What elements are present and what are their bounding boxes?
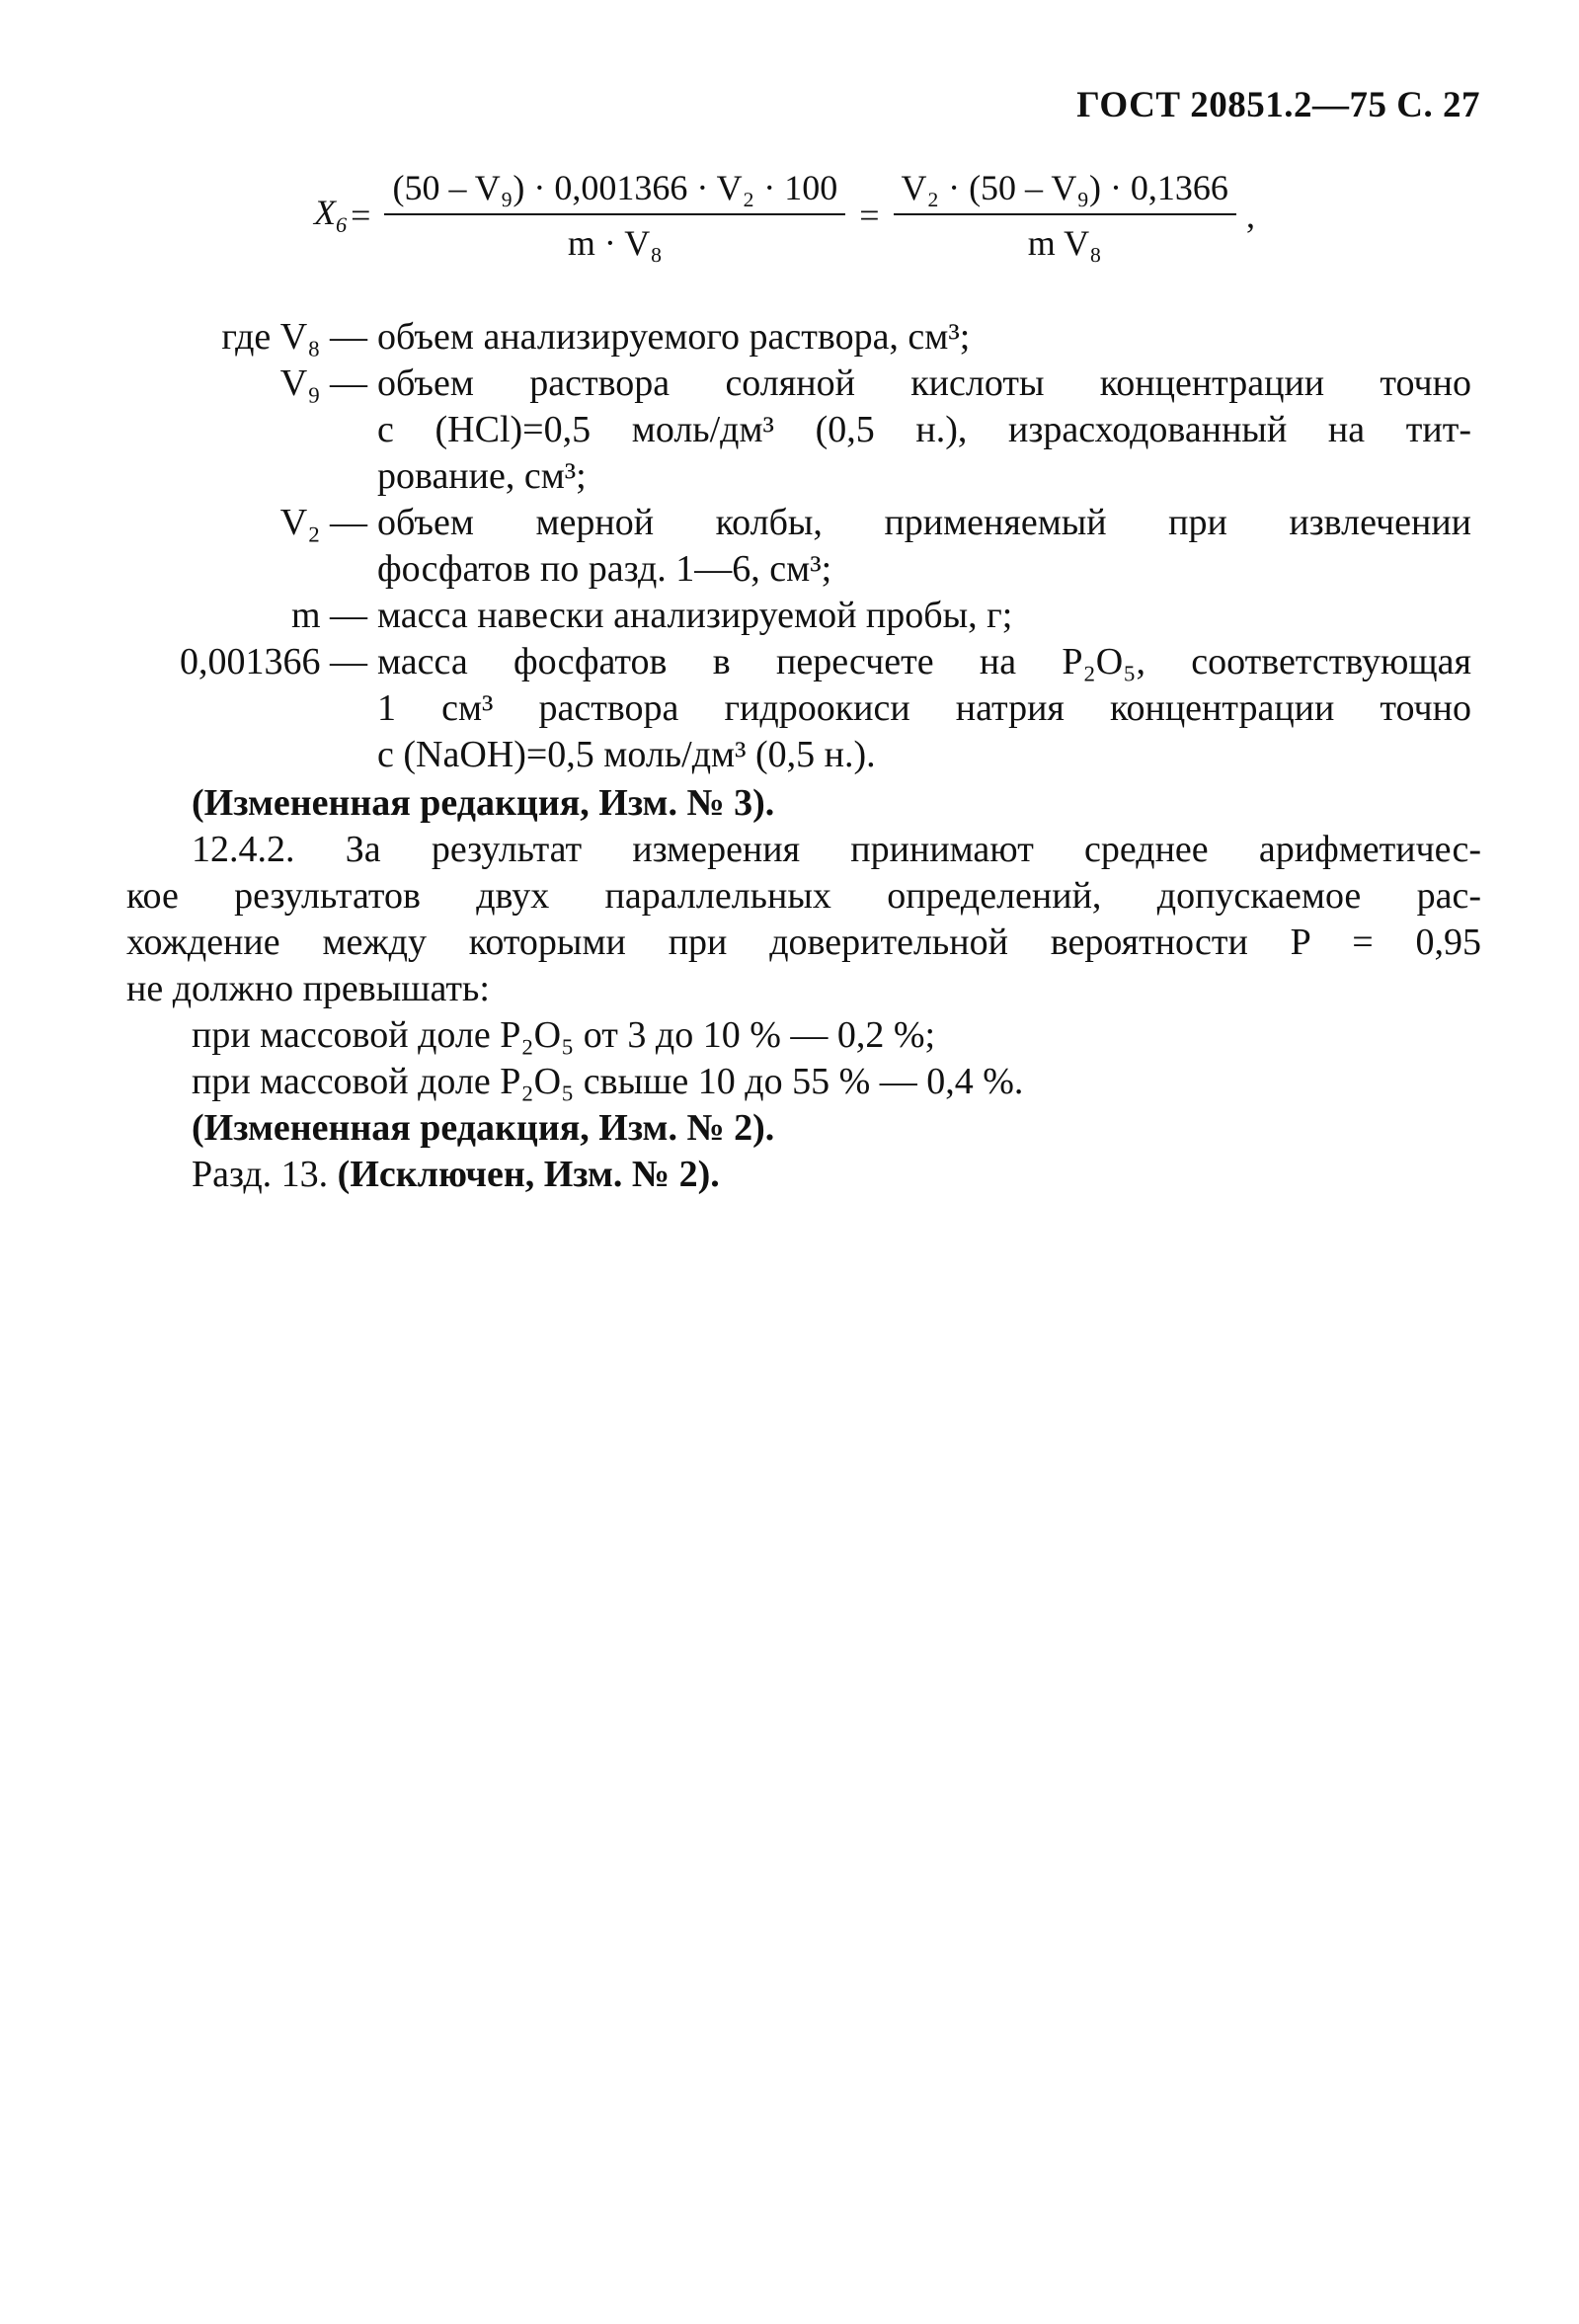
definition-text: объем анализируемого раствора, см³; <box>377 316 971 358</box>
definition-v2 <box>126 500 1471 593</box>
fraction-1 <box>384 170 845 261</box>
definition-m <box>126 593 1471 639</box>
definition-text: масса навески анализируемой пробы, г; <box>377 595 1013 636</box>
formula-comma: , <box>1245 196 1255 235</box>
amendment-note-2: (Измененная редакция, Изм. № 2). <box>192 1107 775 1149</box>
section-13-note: Разд. 13. (Исключен, Изм. № 2). <box>192 1154 720 1195</box>
fraction-2 <box>894 170 1236 261</box>
fraction-1-denominator: m · V₈ <box>567 223 663 263</box>
definitions-list <box>126 314 1471 778</box>
definition-term: 0,001366 — <box>180 641 367 682</box>
formula-lhs: $X_6$ <box>314 192 348 237</box>
definition-text: объем мерной колбы, применяемый при извлечении фосфатов по разд. 1—6, см³; <box>377 502 1471 590</box>
page-header: ГОСТ 20851.2—75 С. 27 <box>1076 85 1480 125</box>
definition-0001366 <box>126 639 1471 778</box>
body-text <box>126 780 1481 1198</box>
fraction-1-numerator: (50 – V₉) · 0,001366 · V₂ · 100 <box>384 170 845 215</box>
equals-sign: = <box>859 196 880 235</box>
definition-term: V₂ — <box>279 502 367 543</box>
definition-term: где V₈ — <box>221 316 367 358</box>
formula-x6 <box>314 170 1255 261</box>
tolerance-item-2: при массовой доле P₂O₅ свыше 10 до 55 % — 0,4 %. <box>192 1061 1024 1102</box>
definition-term: m — <box>290 595 367 636</box>
definition-v8 <box>126 314 1471 361</box>
definition-v9 <box>126 361 1471 500</box>
definition-text: объем раствора соляной кислоты концентрации точно c (HCl)=0,5 моль/дм³ (0,5 н.), израсходованный на тит- рование, см³; <box>377 362 1471 497</box>
definition-term: V₉ — <box>279 362 367 404</box>
fraction-2-numerator: V₂ · (50 – V₉) · 0,1366 <box>894 170 1236 215</box>
tolerance-item-1: при массовой доле P₂O₅ от 3 до 10 % — 0,2 %; <box>192 1014 936 1056</box>
equals-sign: = <box>351 196 371 235</box>
fraction-2-denominator: m V₈ <box>1027 223 1102 263</box>
amendment-note-3: (Измененная редакция, Изм. № 3). <box>192 782 775 824</box>
paragraph-12-4-2: 12.4.2. За результат измерения принимают среднее арифметичес- кое результатов двух параллельных определений, допускаемое рас- хождение между которыми при доверительной вероятности P = 0,95 не должно превышать: <box>126 829 1481 1009</box>
definition-text: масса фосфатов в пересчете на P₂O₅, соответствующая 1 см³ раствора гидроокиси натрия концентрации точно c (NaOH)=0,5 моль/дм³ (0,5 н.). <box>377 641 1471 775</box>
